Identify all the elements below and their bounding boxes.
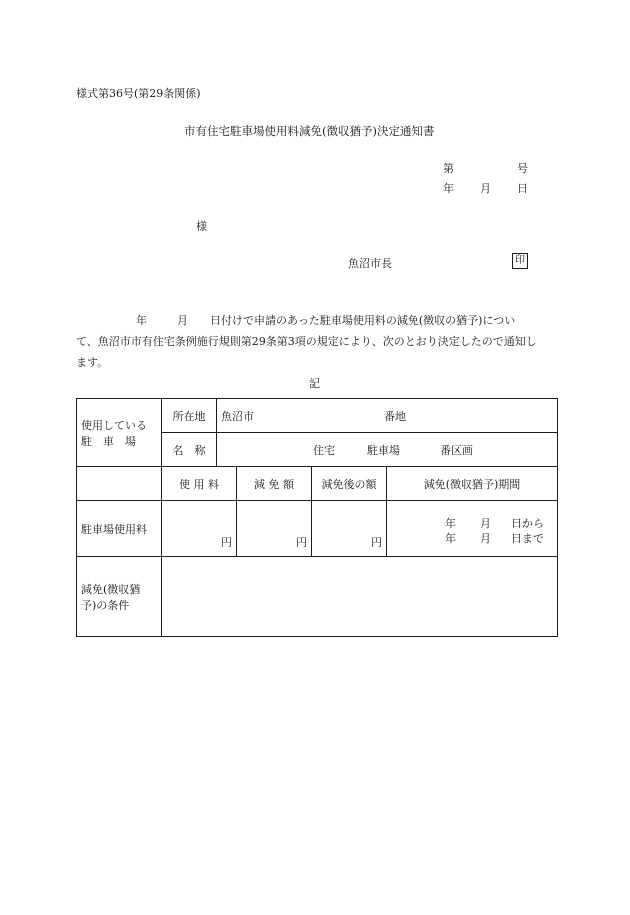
doc-date-month: 月 <box>480 182 491 195</box>
ki-heading: 記 <box>309 377 320 390</box>
fee-yen: 円 <box>221 536 232 549</box>
body-line3: ます。 <box>76 356 109 369</box>
col-after-header: 減免後の額 <box>312 467 387 501</box>
addressee-sama: 様 <box>196 220 207 233</box>
body-year: 年 <box>136 314 147 327</box>
col-fee-header: 使 用 料 <box>162 467 237 501</box>
location-value <box>217 399 558 433</box>
condition-label-line1: 減免(徴収猶 <box>81 582 141 596</box>
doc-date-year: 年 <box>443 182 454 195</box>
parking-label-cell <box>77 399 162 467</box>
doc-number-go: 号 <box>517 162 528 175</box>
reduction-table <box>76 398 558 637</box>
name-label: 名 称 <box>162 433 217 467</box>
period-from-month: 月 <box>480 517 491 530</box>
location-banchi: 番地 <box>384 409 406 423</box>
reduction-amount-cell <box>237 501 312 557</box>
after-amount-cell <box>312 501 387 557</box>
location-label: 所在地 <box>162 399 217 433</box>
issuer-name: 魚沼市長 <box>348 257 392 270</box>
body-line1-text: 日付けで申請のあった駐車場使用料の減免(徴収の猶予)につい <box>210 314 516 327</box>
after-yen: 円 <box>371 536 382 549</box>
name-kukaku: 番区画 <box>440 443 473 457</box>
name-parking: 駐車場 <box>367 443 400 457</box>
period-to-year: 年 <box>445 532 456 545</box>
body-month: 月 <box>177 314 188 327</box>
period-cell <box>387 501 558 557</box>
period-to-day: 日まで <box>511 532 544 545</box>
name-jutaku: 住宅 <box>313 443 335 457</box>
form-code: 様式第36号(第29条関係) <box>76 87 201 100</box>
col-period-header: 減免(徴収猶予)期間 <box>387 467 558 501</box>
name-value <box>217 433 558 467</box>
period-to-month: 月 <box>480 532 491 545</box>
col-reduction-header: 減 免 額 <box>237 467 312 501</box>
parking-label-line1: 使用している <box>81 418 147 432</box>
body-line2: て、魚沼市市有住宅条例施行規則第29条第3項の規定により、次のとおり決定したので通知し <box>76 335 537 348</box>
location-city: 魚沼市 <box>221 409 254 423</box>
condition-value <box>162 557 558 637</box>
fee-row-label: 駐車場使用料 <box>77 501 162 557</box>
doc-date-day: 日 <box>517 182 528 195</box>
seal-mark: 印 <box>512 253 528 269</box>
header-empty-cell <box>77 467 162 501</box>
period-from-year: 年 <box>445 517 456 530</box>
parking-label-line2: 駐 車 場 <box>81 434 136 448</box>
period-to <box>445 530 544 546</box>
document-title: 市有住宅駐車場使用料減免(徴収猶予)決定通知書 <box>184 124 435 138</box>
doc-number-dai: 第 <box>443 162 454 175</box>
body-paragraph <box>76 310 554 373</box>
fee-amount-cell <box>162 501 237 557</box>
reduction-yen: 円 <box>296 536 307 549</box>
period-from-day: 日から <box>511 517 544 530</box>
period-from <box>445 515 544 531</box>
condition-label-line2: 予)の条件 <box>81 598 130 612</box>
condition-label-cell <box>77 557 162 637</box>
